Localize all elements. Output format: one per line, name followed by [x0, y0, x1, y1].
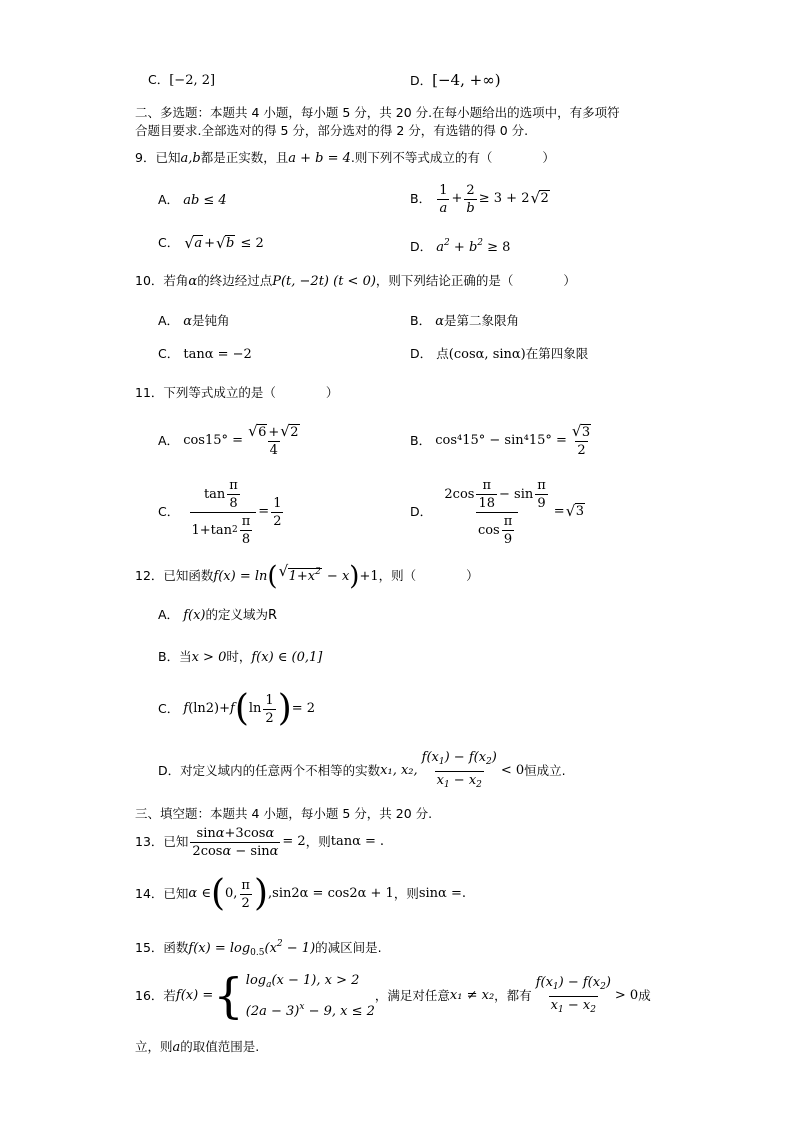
q10-text-pre: 若角 [163, 273, 189, 288]
q12-text-post: ，则（ ） [378, 568, 479, 583]
sqrt: √ a [184, 235, 203, 253]
q12-function: f(x) = ln [213, 569, 268, 584]
q15-text-pre: 函数 [163, 940, 189, 955]
option-label: A． [158, 313, 180, 328]
question-16-line2 [135, 1038, 259, 1057]
option-c-top [148, 71, 215, 90]
q10-option-d [410, 345, 588, 364]
option-label: D． [158, 763, 181, 778]
option-text: 是钝角 [191, 313, 230, 328]
option-label: C． [158, 701, 180, 716]
option-math: f(x) ∈ (0,1] [251, 650, 323, 665]
fraction: 2cos $\frac{\pi}{18}$ − sin $\frac{\pi}{9}$ cos $\frac{\pi}{9}$ [444, 477, 546, 547]
option-math: ≤ 2 [236, 236, 264, 251]
alpha-symbol: α [435, 314, 444, 329]
fraction: tan $\frac{\pi}{8}$ 1+tan 2 $\frac{\pi}{8}$ [190, 477, 257, 548]
q9-option-b: B． $\frac{1}{a}$ + $\frac{2}{b}$ ≥ 3 + 2 √ 2 [410, 174, 551, 224]
q10-option-c [158, 345, 252, 364]
q16-neq: x₁ ≠ x₂ [449, 988, 495, 1003]
sqrt: √ 2 [530, 190, 549, 208]
fraction: $\frac{\pi}{2}$ [241, 877, 250, 911]
q13-relation: = 2 [282, 834, 306, 849]
option-label: C． [158, 346, 180, 361]
q13-ask: tanα = [330, 834, 376, 849]
option-d-top [410, 71, 501, 91]
option-text: 当 [179, 649, 192, 664]
option-text: 点 [436, 346, 449, 361]
q16-text-post: 成 [638, 988, 651, 1003]
q16-line2-pre: 立，则 [135, 1039, 173, 1054]
question-number: 11． [135, 385, 164, 400]
option-math: ≥ 3 + 2 [478, 191, 530, 206]
case1-rest: (x − 1), x > 2 [271, 972, 360, 988]
option-label: A． [158, 192, 180, 207]
option-math: cos15° [183, 433, 229, 448]
sqrt: √ 3 [566, 503, 585, 521]
option-label: D． [410, 73, 433, 88]
question-number: 13． [135, 834, 164, 849]
q10-text-mid: 的终边经过点 [197, 273, 273, 288]
option-label: B． [410, 313, 432, 328]
q11-option-b [410, 418, 596, 464]
option-math: ab ≤ 4 [183, 193, 227, 208]
question-number: 16． [135, 988, 164, 1003]
q9-vars: a,b [180, 151, 201, 166]
option-text: 对定义域内的任意两个不相等的实数 [180, 763, 381, 778]
question-number: 14． [135, 886, 164, 901]
q12-text-pre: 已知函数 [163, 568, 214, 583]
q11-text: 下列等式成立的是（ ） [163, 385, 339, 400]
q10-point: P(t, −2t) (t < 0) [272, 274, 376, 289]
q16-function: f(x) = [175, 988, 214, 1003]
option-math: x₁, x₂, [380, 763, 418, 778]
q14-text-post: ，则 [393, 886, 419, 901]
option-text: 时， [226, 649, 252, 664]
fraction: $\frac{1}{2}$ [265, 692, 274, 726]
fraction: $\frac{1}{a}$ [439, 182, 448, 216]
option-text: 恒成立. [524, 763, 566, 778]
question-12: 12．已知函数f(x) = ln(√ $1+x^2 - x)+1$，则（ ） [135, 563, 479, 586]
option-label: D． [410, 504, 433, 519]
option-math: x > 0 [191, 650, 227, 665]
fraction: $\frac{\sin\alpha+3\cos\alpha}{2\cos\alpha - \sin\alpha}$ [192, 825, 279, 859]
q9-condition: a + b = 4 [288, 151, 351, 166]
option-math: cos⁴15° − sin⁴15° = [435, 433, 567, 448]
question-16: 16． 若 f(x) = { $\log_a(x - 1)$, x > 2 $(2a - 3)^x - 9$, x ≤ 2 ，满足对任意 x₁ ≠ x₂ ，都有 $\frac{f(x_1) - f(x_2)}{x_1 - x_2}$ > 0 成 [135, 968, 651, 1024]
fraction: √ $\frac{3}{2}$ [569, 424, 594, 459]
q10-option-a [158, 312, 230, 331]
option-math: (cosα, sinα) [448, 347, 526, 362]
q14-end: . [461, 886, 466, 901]
option-math: [−2, 2] [169, 73, 216, 88]
case2-rest: − 9, x ≤ 2 [304, 1003, 375, 1019]
option-label: D． [410, 346, 433, 361]
question-number: 15． [135, 940, 164, 955]
question-15: 15．函数$f(x) = \log_{0.5}(x^2 - 1)$的减区间是. [135, 939, 382, 958]
piecewise-cases: $\log_a(x - 1)$, x > 2 $(2a - 3)^x - 9$, x ≤ 2 [245, 972, 375, 1019]
q12-option-a: A． f(x)的定义域为R [158, 607, 278, 623]
q16-text-mid2: ，都有 [494, 988, 532, 1003]
sqrt: √ $1+x^2$ [279, 563, 322, 586]
option-math: tanα = −2 [183, 347, 252, 362]
q9-option-c: C． √ a +√ b ≤ 2 [158, 234, 264, 253]
option-text: 是第二象限角 [444, 313, 520, 328]
fraction: $\frac{f(x_1) - f(x_2)}{x_1 - x_2}$ [534, 974, 613, 1019]
option-math: = 2 [291, 701, 316, 716]
fraction: $\frac{2}{b}$ [466, 182, 475, 216]
alpha-symbol: α [188, 274, 198, 289]
option-label: C． [158, 504, 180, 519]
section2-line2: 合题目要求.全部选对的得 5 分，部分选对的得 2 分，有选错的得 0 分. [135, 123, 529, 138]
q9-option-d: D． $a^2 + b^2 \ge 8$ [410, 238, 511, 255]
question-11 [135, 384, 338, 403]
q13-text-pre: 已知 [163, 834, 189, 849]
fraction: $\frac{1}{2}$ [273, 495, 282, 529]
q16-text-mid: ，满足对任意 [374, 988, 450, 1003]
question-number: 10． [135, 273, 164, 288]
q12-option-c: C． f (ln2)+ f ( ln $\frac{1}{2}$ ) = 2 [158, 688, 316, 729]
q12-option-d [158, 748, 566, 794]
option-label: C． [148, 72, 170, 87]
q9-text-post: .则下列不等式成立的有（ ） [350, 150, 555, 165]
question-number: 12． [135, 568, 164, 583]
case2-base: (2a − 3) [245, 1003, 300, 1019]
question-14: 14． 已知 α ∈ ( 0, $\frac{\pi}{2}$ ) , sin2α = cos2α + 1 ，则 sinα = . [135, 873, 466, 914]
q16-var: a [172, 1040, 181, 1055]
option-math: [−4, +∞) [432, 71, 501, 89]
q9-text-pre: 已知 [155, 150, 181, 165]
q11-option-a: A． cos15° = √ $\frac{6 +√ 2}{4}$ [158, 418, 305, 464]
option-label: B． [158, 649, 180, 664]
q14-condition: sin2α = cos2α + 1 [272, 886, 394, 901]
q16-line2-post: 的取值范围是. [180, 1039, 260, 1054]
option-math: < 0 [500, 763, 525, 778]
q16-text-pre: 若 [163, 988, 176, 1003]
q11-option-d: D． 2cos $\frac{\pi}{18}$ − sin $\frac{\pi}{9}$ cos $\frac{\pi}{9}$ = √ 3 [410, 476, 586, 548]
q9-text-mid: 都是正实数，且 [200, 150, 289, 165]
option-label: C． [158, 235, 180, 250]
q15-math: f(x) = log [188, 941, 251, 956]
q15-text-post: 的减区间是. [315, 940, 382, 955]
section3-line1: 三、填空题：本题共 4 小题，每小题 5 分，共 20 分. [135, 806, 433, 821]
q10-option-b [410, 312, 519, 331]
q13-end: . [379, 834, 385, 849]
q13-text-post: ，则 [305, 834, 331, 849]
q14-text-pre: 已知 [163, 886, 189, 901]
section2-line1: 二、多选题：本题共 4 小题，每小题 5 分，共 20 分.在每小题给出的选项中，有多项符 [135, 105, 620, 120]
case1-log: log [245, 972, 267, 988]
option-label: A． [158, 433, 180, 448]
fraction: √ $\frac{6 +√ 2}{4}$ [245, 424, 302, 459]
option-label: B． [410, 191, 432, 206]
option-label: A． [158, 607, 180, 622]
option-text: 的定义域为 [205, 607, 269, 622]
alpha-symbol: α [183, 314, 192, 329]
q11-option-c: C． tan $\frac{\pi}{8}$ 1+tan 2 $\frac{\pi}{8}$ = $\frac{1}{2}$ [158, 477, 282, 547]
q16-relation: > 0 [614, 988, 639, 1003]
option-text: 在第四象限 [525, 346, 589, 361]
option-label: D． [410, 239, 433, 254]
option-math: ≥ 8 [487, 240, 511, 255]
sqrt: √ b [216, 235, 235, 253]
question-number: 9． [135, 150, 156, 165]
q12-option-b [158, 648, 322, 667]
fraction: $\frac{f(x_1) - f(x_2)}{x_1 - x_2}$ [420, 749, 499, 794]
option-label: B． [410, 433, 432, 448]
q14-ask: sinα = [418, 886, 462, 901]
question-9 [135, 149, 555, 168]
question-13 [135, 822, 384, 862]
q9-option-a [158, 191, 227, 210]
q10-text-post: ，则下列结论正确的是（ ） [375, 273, 576, 288]
question-10 [135, 272, 576, 291]
